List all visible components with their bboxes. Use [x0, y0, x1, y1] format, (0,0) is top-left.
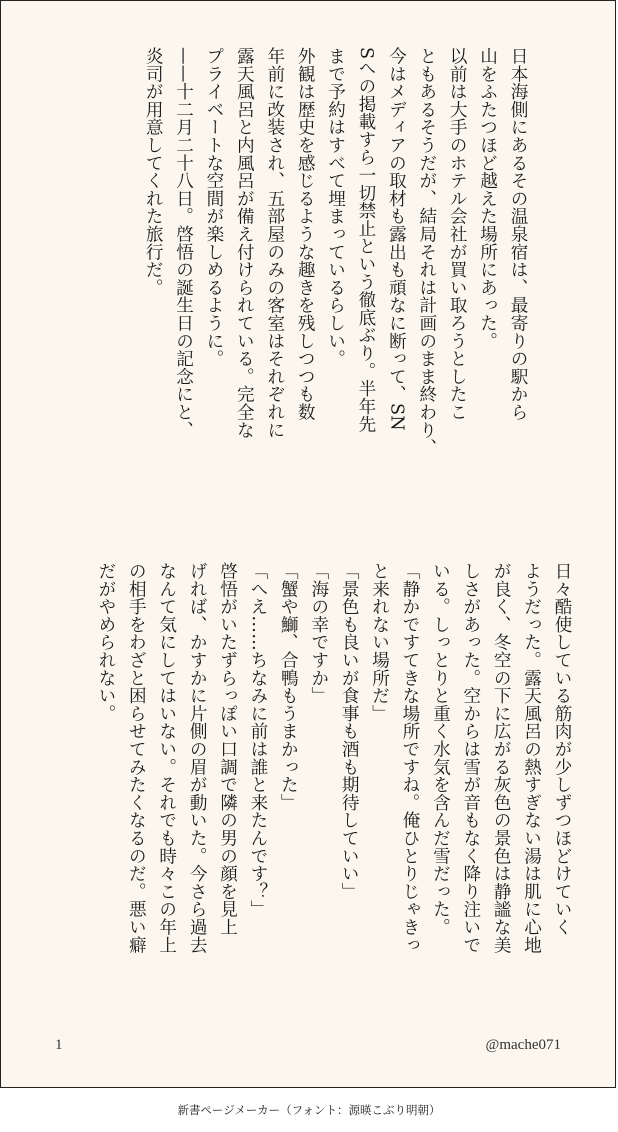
text-line: 「海の幸ですか」: [308, 562, 329, 705]
text-line: Sへの掲載すら一切禁止という徹底ぶり。半年先: [355, 47, 376, 434]
generator-credit: 新書ページメーカー（フォント：源暎こぶり明朝）: [177, 1103, 441, 1117]
text-line: と来れない場所だ」: [369, 562, 390, 723]
text-line: 「景色も良いが食事も酒も期待していい」: [339, 562, 360, 901]
text-line: 山をふたつほど越えた場所にあった。: [477, 47, 498, 350]
text-line: の相手をわざと困らせてみたくなるのだ。悪い癖: [126, 562, 147, 954]
text-line: 以前は大手のホテル会社が買い取ろうとしたこ: [447, 47, 468, 421]
text-line: プライベートな空間が楽しめるように。: [203, 47, 224, 368]
text-line: 露天風呂と内風呂が備え付けられている。完全な: [234, 47, 255, 439]
text-line: まで予約はすべて埋まっているらしい。: [325, 47, 346, 368]
text-line: 今はメディアの取材も露出も頑なに断って、SN: [386, 47, 407, 431]
text-line: ともあるそうだが、結局それは計画のまま終わり、: [416, 47, 437, 457]
text-line: 日々酷使している筋肉が少しずつほどけていく: [552, 562, 572, 936]
text-line: げれば、かすかに片側の眉が動いた。今さら過去: [187, 562, 208, 954]
text-block-lower: [91, 562, 578, 1042]
text-line: しさがあった。空からは雪が音もなく降り注いで: [460, 562, 481, 954]
text-block-upper: [138, 47, 533, 527]
text-line: ——十二月二十八日。啓悟の誕生日の記念にと、: [173, 47, 194, 439]
text-line: 年前に改装され、五部屋のみの客室はそれぞれに: [264, 47, 285, 439]
text-line: が良く、冬空の下に広がる灰色の景色は静謐な美: [491, 562, 512, 954]
text-line: 炎司が用意してくれた旅行だ。: [143, 47, 164, 297]
text-line: なんて気にしてはいない。それでも時々この年上: [156, 562, 177, 954]
text-line: 啓悟がいたずらっぽい口調で隣の男の顔を見上: [217, 562, 238, 936]
text-line: 「蟹や鰤、合鴨もうまかった」: [278, 562, 299, 812]
text-line: 「静かですてきな場所ですね。俺ひとりじゃきっ: [399, 562, 420, 954]
text-line: 外観は歴史を感じるような趣きを残しつつも数: [295, 47, 316, 421]
text-line: いる。しっとりと重く水気を含んだ雪だった。: [430, 562, 451, 936]
page-number: 1: [55, 1037, 63, 1053]
text-line: だがやめられない。: [95, 562, 116, 723]
text-line: 「へえ……ちなみに前は誰と来たんです？」: [247, 562, 268, 918]
text-line: ようだった。露天風呂の熱すぎない湯は肌に心地: [521, 562, 542, 954]
author-handle: @mache071: [485, 1037, 561, 1053]
text-line: 日本海側にあるその温泉宿は、最寄りの駅から: [508, 47, 528, 421]
